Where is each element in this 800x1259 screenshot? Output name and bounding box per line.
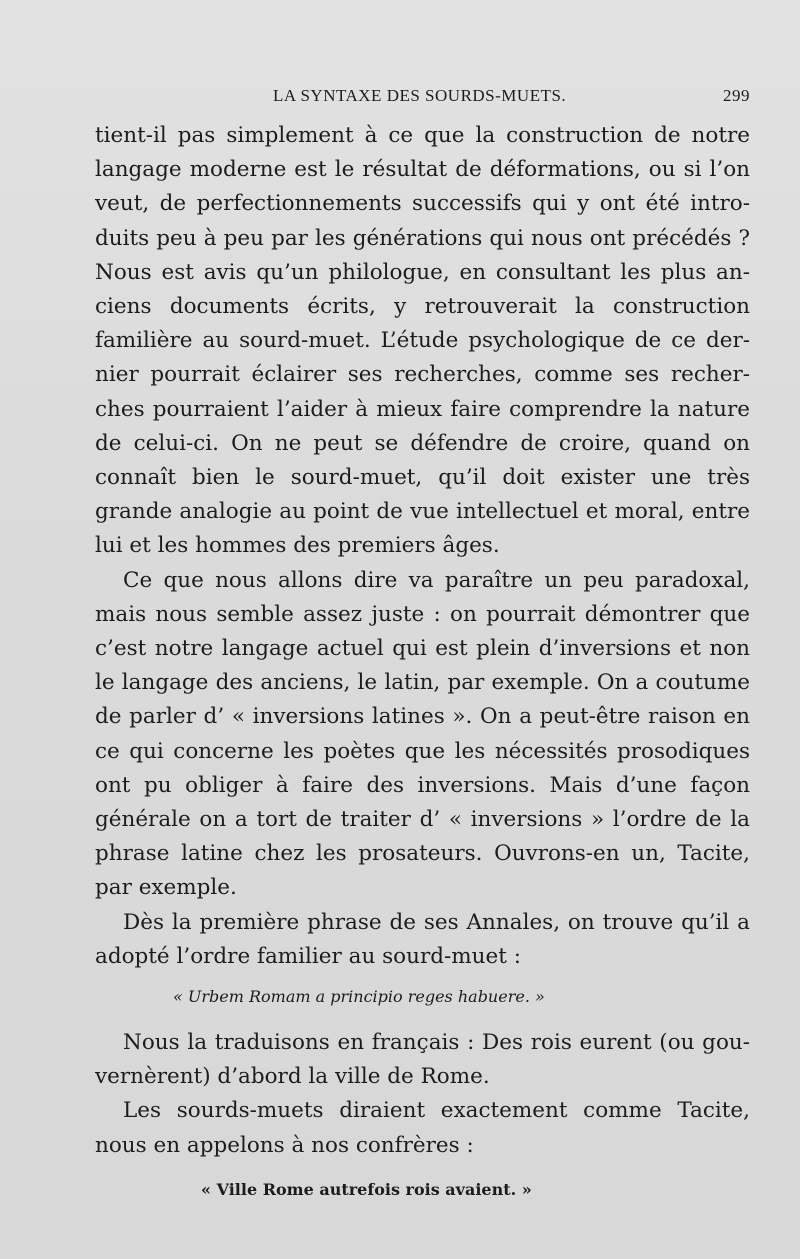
body-text	[95, 119, 750, 1201]
running-header	[95, 86, 750, 112]
paragraph-translation: Nous la traduisons en français : Des rois eurent (ou gou-vernèrent) d’abord la ville de Rome.	[95, 1030, 750, 1090]
paragraph-sourds-muets: Les sourds-muets diraient exactement comme Tacite, nous en appelons à nos confrères :	[95, 1098, 750, 1158]
paragraph-paradox: Ce que nous allons dire va paraître un peu paradoxal, mais nous semble assez juste : on pourrait démontrer que c’est notre langage actuel qui est plein d’inversions et non le langage des anciens, le latin, par exemple. On a coutume de parler d’ « inversions latines ». On a peut-être raison en ce qui concerne les poètes que les nécessités prosodiques ont pu obliger à faire des inversions. Mais d’une façon générale on a tort de traiter d’ « inversions » l’ordre de la phrase latine chez les prosateurs. Ouvrons-en un, Tacite, par exemple.	[95, 567, 750, 901]
french-quotation: « Ville Rome autrefois rois avaient. »	[201, 1179, 532, 1199]
running-title: LA SYNTAXE DES SOURDS-MUETS.	[273, 86, 567, 105]
paragraph-continuation: tient-il pas simplement à ce que la construction de notre langage moderne est le résultat de déformations, ou si l’on veut, de perfectionnements successifs qui y ont été intro-duits peu à peu par les générations qui nous ont précédés ? Nous est avis qu’un philologue, en consultant les plus an-ciens documents écrits, y retrouverait la construction familière au sourd-muet. L’étude psychologique de ce der-nier pourrait éclairer ses recherches, comme ses recher-ches pourraient l’aider à mieux faire comprendre la nature de celui-ci. On ne peut se défendre de croire, quand on connaît bien le sourd-muet, qu’il doit exister une très grande analogie au point de vue intellectuel et moral, entre lui et les hommes des premiers âges.	[95, 123, 750, 559]
paragraph-annales: Dès la première phrase de ses Annales, on trouve qu’il a adopté l’ordre familier au sourd-muet :	[95, 909, 750, 969]
page-number: 299	[723, 86, 750, 105]
latin-quotation: « Urbem Romam a principio reges habuere. »	[173, 987, 545, 1007]
